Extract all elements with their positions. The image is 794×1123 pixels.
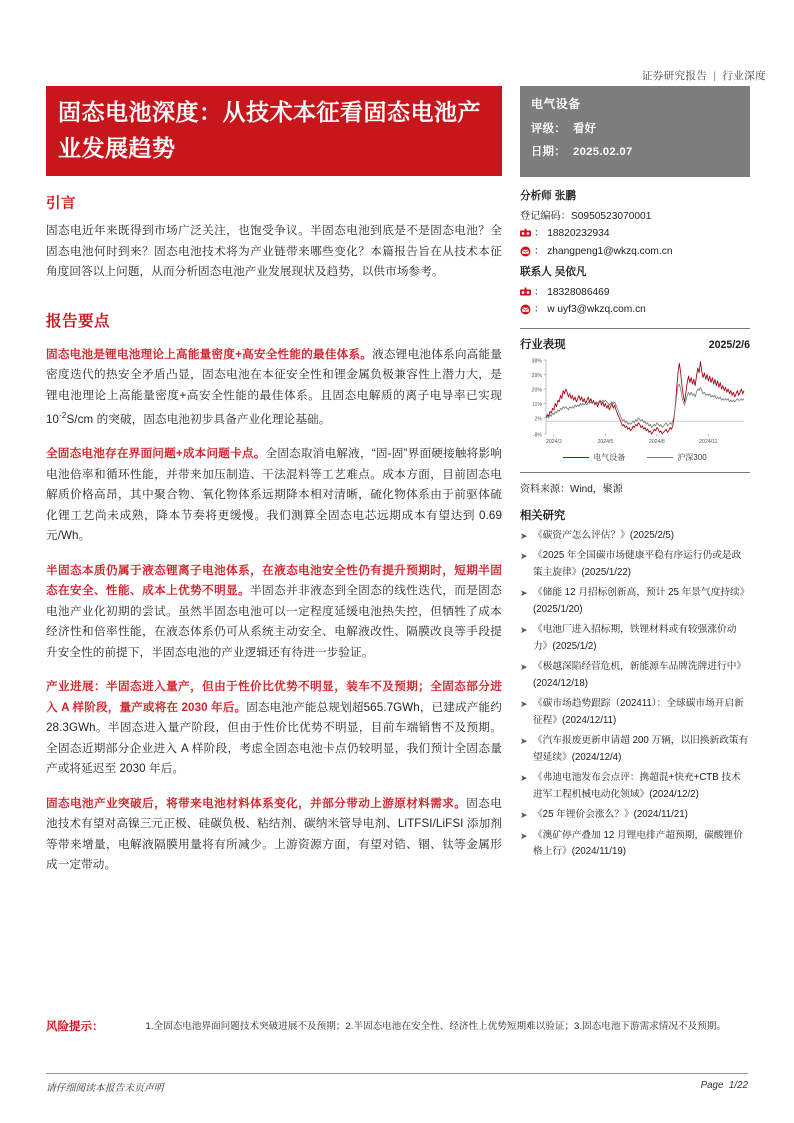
footer-disclaimer: 请仔细阅读本报告末页声明: [46, 1083, 164, 1094]
highlight-text: 全固态取消电解液，“固-固”界面硬接触将影响电池倍率和循环性能，并带来加压制造、干法混料等工艺难点。成本方面，目前固态电解质价格高昂，其中聚合物、氧化物体系远期降本相对清晰，硫化物体系由于前驱体硫化锂工艺尚未成熟，降本节奏将更缓慢。我们测算全固态电芯远期成本有望达到 0.69 元/Wh。: [46, 447, 502, 543]
highlight-item: [46, 444, 502, 547]
main-content: [46, 86, 502, 890]
phone-separator: ：: [534, 286, 545, 298]
industry-performance-chart: [520, 354, 750, 450]
chart-legend: [520, 452, 750, 463]
chevron-right-icon: ➤: [520, 773, 528, 783]
risk-section: [46, 1018, 748, 1035]
highlight-text: 固态电池技术有望对高镍三元正极、硅碳负极、粘结剂、碳纳米管导电剂、LiTFSI/LiFSI 添加剂等带来增量，电解液隔膜用量将有所减少。上游资源方面，有望对锆、锢、钛等金属形成一定带动。: [46, 796, 502, 872]
related-research-item[interactable]: [520, 548, 750, 581]
contact-phone: 18328086469: [547, 286, 610, 298]
date-label: 日期：: [531, 146, 566, 158]
page-number: 1/22: [728, 1080, 748, 1091]
related-research-heading: 相关研究: [520, 509, 566, 522]
email-icon: [520, 304, 531, 315]
related-research-title: 《25 年锂价会涨么？》(2024/11/21): [533, 809, 688, 820]
legend-swatch-red: [563, 457, 589, 458]
analyst-phone-row: [520, 225, 750, 243]
svg-text:2024/2: 2024/2: [545, 438, 562, 445]
risk-label: 风险提示：: [46, 1021, 104, 1033]
chevron-right-icon: ➤: [520, 625, 528, 635]
highlight-superscript: -2: [59, 411, 67, 420]
related-research-title: 《澳矿停产叠加 12 月锂电排产超预期，碳酸锂价格上行》(2024/11/19): [533, 829, 743, 857]
highlight-text: 液态锂电池体系向高能量密度迭代的热安全矛盾凸显，固态电池在本征安全性和锂金属负极兼容性上潜力大，是锂电池理论上高能量密度+高安全性能的最佳体系。且固态电解质的离子电导率已实现 10: [46, 347, 502, 426]
rating-row: [531, 120, 739, 136]
analyst-email-row: [520, 243, 750, 261]
svg-text:2024/11: 2024/11: [699, 438, 718, 445]
related-research-item[interactable]: [520, 807, 750, 824]
highlight-text-cont: S/cm 的突破，固态电池初步具备产业化理论基础。: [66, 412, 331, 426]
date-row: [531, 143, 739, 159]
header-separator: |: [713, 70, 717, 82]
contact-email-row: [520, 301, 750, 319]
contact-name: 联系人 吴依凡: [520, 266, 587, 278]
email-separator: ：: [534, 304, 545, 315]
related-research-title: 《2025 年全国碳市场健康平稳有序运行仍或是政策主旋律》(2025/1/22): [533, 550, 742, 578]
related-research-item[interactable]: [520, 528, 750, 545]
related-research-item[interactable]: [520, 828, 750, 861]
email-separator: ：: [534, 245, 545, 257]
phone-icon: [520, 228, 531, 239]
chevron-right-icon: ➤: [520, 530, 528, 541]
license-value: S0950523070001: [570, 210, 652, 222]
related-research-item[interactable]: [520, 770, 750, 803]
intro-paragraph: 固态电近年来既得到市场广泛关注，也饱受争议。半固态电池到底是不是固态电池？全固态电池何时到来？固态电池技术将为产业链带来哪些变化？本篇报告旨在从技术本征角度回答以上问题，从而分析固态电池产业发展现状及趋势，以供市场参考。: [46, 224, 502, 278]
sidebar: [520, 86, 750, 865]
chevron-right-icon: ➤: [520, 736, 528, 746]
page-title: 固态电池深度：从技术本征看固态电池产业发展趋势: [46, 86, 502, 176]
chevron-right-icon: ➤: [520, 810, 528, 820]
performance-header: [520, 336, 750, 352]
highlight-item: [46, 794, 502, 876]
rating-label: 评级：: [531, 123, 566, 135]
chart-date: 2025/2/6: [708, 338, 750, 351]
highlight-text: 半固态并非液态到全固态的线性迭代，而是固态电池产业化初期的尝试。虽然半固态电池可以一定程度延缓电池热失控，但牺牲了成本经济性和倍率性能，在液态体系仍可从系统主动安全、电解液改性、隔膜改良等手段提升安全性的前提下，半固态电池的产业逻辑还有待进一步验证。: [46, 584, 502, 659]
email-icon: [520, 246, 531, 257]
highlight-bold: 产业进展：半固态进入量产，但由于性价比优势不明显，装车不及预期；全固态部分进入 A 样阶段，量产或将在 2030 年后。: [46, 680, 502, 714]
svg-text:38%: 38%: [531, 357, 542, 364]
highlight-item: [46, 345, 502, 431]
related-research-title: 《汽车报废更新申请超 200 万辆，以旧换新政策有望延续》(2024/12/4): [533, 735, 749, 763]
sidebar-divider: [520, 328, 750, 329]
svg-text:2%: 2%: [534, 415, 542, 422]
chart-title: 行业表现: [520, 338, 566, 351]
phone-separator: ：: [534, 228, 545, 239]
phone-icon: [520, 287, 531, 298]
svg-text:2024/8: 2024/8: [648, 438, 665, 445]
chevron-right-icon: ➤: [520, 588, 528, 598]
header-left-label: 证券研究报告: [641, 70, 708, 82]
page-indicator: [701, 1080, 748, 1094]
contact-email[interactable]: w uyf3@wkzq.com.cn: [547, 304, 646, 315]
related-research-title: 《电池厂进入招标期，铁锂材料或有较强涨价动力》(2025/1/2): [533, 624, 737, 652]
related-research-item[interactable]: [520, 659, 750, 692]
related-research-title: 《储能 12 月招标创新高，预计 25 年景气度持续》(2025/1/20): [533, 587, 750, 615]
analyst-name: 分析师 张鹏: [520, 190, 576, 202]
contact-phone-row: [520, 284, 750, 302]
rating-value: 看好: [573, 123, 597, 135]
related-research-item[interactable]: [520, 622, 750, 655]
svg-text:20%: 20%: [531, 386, 542, 393]
chevron-right-icon: ➤: [520, 662, 528, 672]
license-label: 登记编码：: [520, 210, 571, 222]
related-research-item[interactable]: [520, 696, 750, 729]
highlight-text: 固态电池产能总规划超565.7GWh，已建成产能约 28.3GWh。半固态进入量产阶段，但由于性价比优势不明显，目前车端销售不及预期。全固态近期部分企业进入 A 样阶段，考虑全固态电池卡点仍较明显，我们预计全固态量产或将延迟至 2030 年后。: [46, 700, 502, 776]
svg-text:29%: 29%: [531, 372, 542, 379]
risk-text: 1.全固态电池界面问题技术突破进展不及预期；2.半固态电池在安全性、经济性上优势短期难以验证；3.固态电池下游需求情况不及预期。: [145, 1021, 726, 1032]
header-right-label: 行业深度: [722, 70, 766, 82]
chart-svg: [520, 354, 750, 450]
sidebar-divider-2: [520, 472, 750, 473]
page-label: Page: [700, 1080, 724, 1091]
legend-label: 电气设备: [593, 452, 626, 462]
highlight-item: [46, 561, 502, 664]
highlight-bold: 固态电池产业突破后，将带来电池材料体系变化，并部分带动上游原材料需求。: [46, 796, 467, 810]
highlight-bold: 固态电池是锂电池理论上高能量密度+高安全性能的最佳体系。: [46, 347, 373, 361]
analyst-license: [520, 208, 750, 226]
chevron-right-icon: ➤: [520, 551, 528, 561]
related-research-item[interactable]: [520, 585, 750, 618]
highlight-bold: 半固态本质仍属于液态锂离子电池体系，在液态电池安全性仍有提升预期时，短期半固态在安全、性能、成本上优势不明显。: [46, 563, 502, 598]
svg-text:2024/5: 2024/5: [597, 438, 614, 445]
document-header: [0, 68, 794, 83]
legend-item: [563, 452, 625, 463]
related-research-title: 《碳资产怎么评估？》(2025/2/5): [533, 529, 675, 541]
legend-label: 沪深300: [677, 452, 707, 462]
sector-info-box: [520, 86, 750, 177]
related-research-list: [520, 528, 750, 861]
legend-item: [647, 452, 706, 463]
highlight-bold: 全固态电池存在界面问题+成本问题卡点。: [46, 447, 266, 461]
related-research-item[interactable]: [520, 733, 750, 766]
sector-name: 电气设备: [531, 97, 581, 111]
related-research-title: 《弗迪电池发布会点评：携超混+快充+CTB 技术进军工程机械电动化领域》(2024/12/2): [533, 772, 741, 800]
page-footer: [46, 1080, 748, 1094]
analyst-email[interactable]: zhangpeng1@wkzq.com.cn: [547, 245, 673, 257]
analyst-phone: 18820232934: [547, 228, 610, 239]
related-research-title: 《极越深陷经营危机，新能源车品牌洗牌进行中》(2024/12/18): [533, 661, 747, 689]
footer-divider: [46, 1073, 748, 1074]
highlights-heading: 报告要点: [46, 312, 111, 330]
chevron-right-icon: ➤: [520, 830, 528, 841]
highlight-item: [46, 677, 502, 780]
intro-heading: 引言: [46, 196, 76, 212]
svg-text:11%: 11%: [532, 401, 542, 408]
analyst-block: [520, 188, 750, 319]
chevron-right-icon: ➤: [520, 699, 528, 709]
legend-swatch-gray: [647, 457, 673, 458]
related-research-title: 《碳市场趋势跟踪（202411）：全球碳市场开启新征程》(2024/12/11): [533, 698, 744, 726]
date-value: 2025.02.07: [573, 146, 633, 158]
svg-text:-8%: -8%: [532, 431, 542, 438]
chart-source: 资料来源：Wind，聚源: [520, 483, 623, 495]
